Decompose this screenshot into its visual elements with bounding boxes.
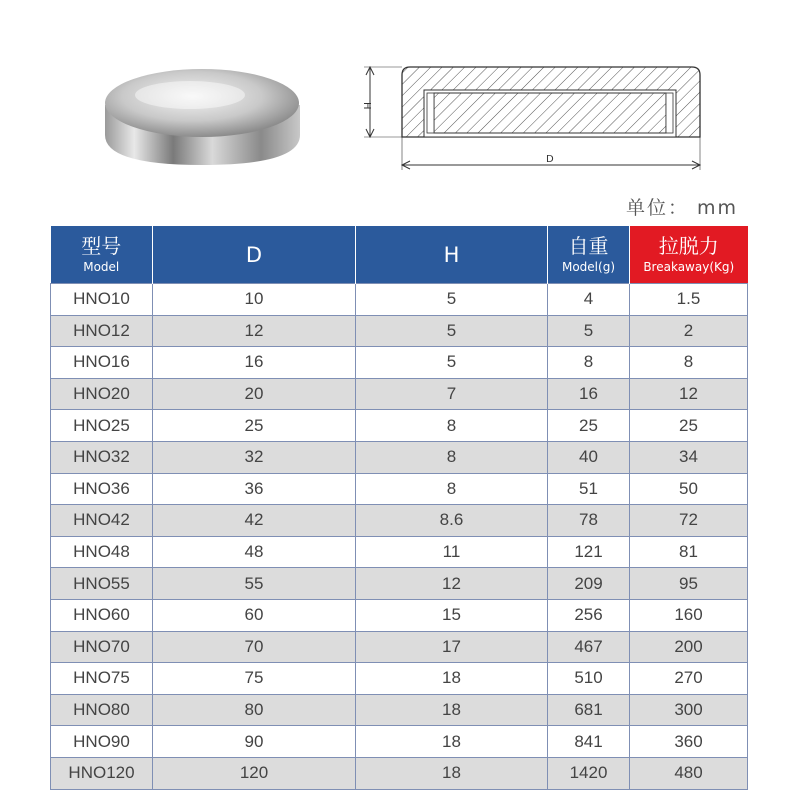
- cell-weight: 467: [548, 631, 630, 663]
- cell-weight: 16: [548, 378, 630, 410]
- table-row: [51, 536, 748, 568]
- cell-model: HNO10: [51, 284, 153, 316]
- cell-weight: 51: [548, 473, 630, 505]
- product-photo: [95, 60, 310, 170]
- cell-d: 10: [153, 284, 356, 316]
- cell-weight: 681: [548, 694, 630, 726]
- table-row: [51, 347, 748, 379]
- cell-d: 12: [153, 315, 356, 347]
- cell-d: 32: [153, 441, 356, 473]
- cell-model: HNO55: [51, 568, 153, 600]
- table-row: [51, 315, 748, 347]
- cell-model: HNO42: [51, 505, 153, 537]
- cell-model: HNO25: [51, 410, 153, 442]
- cell-h: 17: [356, 631, 548, 663]
- cell-model: HNO48: [51, 536, 153, 568]
- cell-breakaway: 8: [630, 347, 748, 379]
- cell-breakaway: 300: [630, 694, 748, 726]
- cell-h: 11: [356, 536, 548, 568]
- cell-d: 120: [153, 757, 356, 789]
- cell-model: HNO80: [51, 694, 153, 726]
- cell-breakaway: 360: [630, 726, 748, 758]
- cell-breakaway: 200: [630, 631, 748, 663]
- cell-breakaway: 1.5: [630, 284, 748, 316]
- table-row: [51, 631, 748, 663]
- cell-h: 18: [356, 757, 548, 789]
- header-d: D: [153, 226, 356, 284]
- cell-d: 75: [153, 663, 356, 695]
- cell-h: 8: [356, 441, 548, 473]
- cell-d: 36: [153, 473, 356, 505]
- table-row: [51, 505, 748, 537]
- cell-model: HNO12: [51, 315, 153, 347]
- cell-model: HNO70: [51, 631, 153, 663]
- cell-model: HNO60: [51, 599, 153, 631]
- cell-d: 60: [153, 599, 356, 631]
- h-dimension-label: H: [361, 102, 372, 110]
- cell-weight: 4: [548, 284, 630, 316]
- cell-model: HNO16: [51, 347, 153, 379]
- table-row: [51, 473, 748, 505]
- d-dimension-label: D: [546, 154, 554, 165]
- cell-h: 5: [356, 284, 548, 316]
- cell-breakaway: 160: [630, 599, 748, 631]
- cell-d: 48: [153, 536, 356, 568]
- table-row: [51, 757, 748, 789]
- header-weight: 自重 Model(g): [548, 226, 630, 284]
- cell-breakaway: 25: [630, 410, 748, 442]
- cell-weight: 1420: [548, 757, 630, 789]
- header-model: 型号 Model: [51, 226, 153, 284]
- cell-breakaway: 81: [630, 536, 748, 568]
- cell-breakaway: 270: [630, 663, 748, 695]
- header-h: H: [356, 226, 548, 284]
- cell-model: HNO90: [51, 726, 153, 758]
- cell-h: 18: [356, 726, 548, 758]
- cell-d: 90: [153, 726, 356, 758]
- cell-h: 7: [356, 378, 548, 410]
- cell-breakaway: 95: [630, 568, 748, 600]
- table-row: [51, 599, 748, 631]
- cell-weight: 8: [548, 347, 630, 379]
- cell-weight: 841: [548, 726, 630, 758]
- cell-h: 12: [356, 568, 548, 600]
- table-row: [51, 284, 748, 316]
- cell-weight: 78: [548, 505, 630, 537]
- cell-model: HNO75: [51, 663, 153, 695]
- table-row: [51, 378, 748, 410]
- cell-h: 18: [356, 694, 548, 726]
- cell-breakaway: 72: [630, 505, 748, 537]
- unit-label: 单位： mm: [625, 197, 738, 219]
- cell-h: 8: [356, 410, 548, 442]
- table-row: [51, 663, 748, 695]
- cell-d: 55: [153, 568, 356, 600]
- cell-h: 5: [356, 315, 548, 347]
- cell-weight: 209: [548, 568, 630, 600]
- cell-weight: 121: [548, 536, 630, 568]
- cell-breakaway: 12: [630, 378, 748, 410]
- cell-h: 5: [356, 347, 548, 379]
- cell-breakaway: 50: [630, 473, 748, 505]
- table-body: [51, 284, 748, 790]
- cell-breakaway: 480: [630, 757, 748, 789]
- cell-d: 42: [153, 505, 356, 537]
- table-row: [51, 568, 748, 600]
- cell-weight: 40: [548, 441, 630, 473]
- cell-model: HNO120: [51, 757, 153, 789]
- cell-weight: 5: [548, 315, 630, 347]
- header-breakaway: 拉脱力 Breakaway(Kg): [630, 226, 748, 284]
- cell-d: 16: [153, 347, 356, 379]
- table-row: [51, 694, 748, 726]
- cell-h: 8.6: [356, 505, 548, 537]
- cell-h: 8: [356, 473, 548, 505]
- table-header-row: [51, 226, 748, 284]
- cell-weight: 25: [548, 410, 630, 442]
- cell-weight: 510: [548, 663, 630, 695]
- table-row: [51, 441, 748, 473]
- cell-model: HNO36: [51, 473, 153, 505]
- cell-model: HNO20: [51, 378, 153, 410]
- table-row: [51, 410, 748, 442]
- cell-weight: 256: [548, 599, 630, 631]
- cell-h: 15: [356, 599, 548, 631]
- cell-model: HNO32: [51, 441, 153, 473]
- cell-h: 18: [356, 663, 548, 695]
- table-row: [51, 726, 748, 758]
- cross-section-drawing: [352, 55, 702, 180]
- cell-breakaway: 34: [630, 441, 748, 473]
- spec-table: [50, 226, 748, 790]
- cell-breakaway: 2: [630, 315, 748, 347]
- cell-d: 70: [153, 631, 356, 663]
- cell-d: 20: [153, 378, 356, 410]
- cell-d: 80: [153, 694, 356, 726]
- cell-d: 25: [153, 410, 356, 442]
